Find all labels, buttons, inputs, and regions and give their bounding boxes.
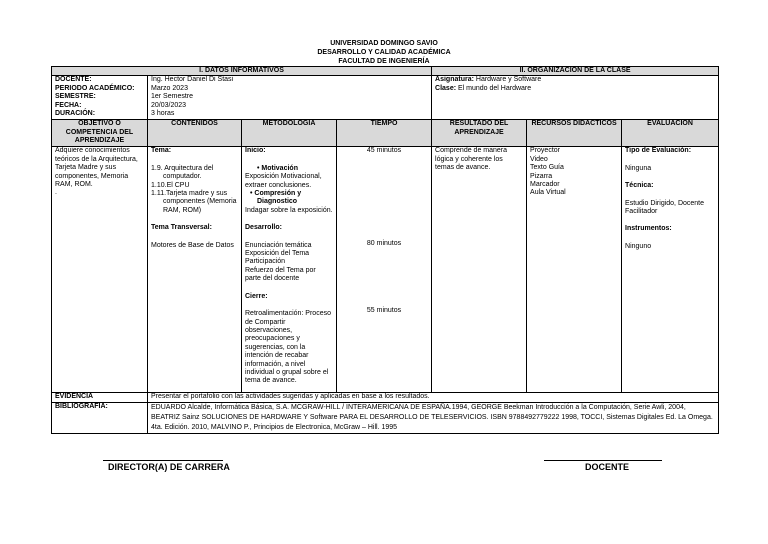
class-plan-table bbox=[51, 66, 719, 434]
col-resultado: RESULTADO DEL APRENDIZAJE bbox=[432, 120, 527, 147]
metodologia-cell: Inicio: • Motivación Exposición Motivacional, extraer conclusiones. • Compresión y Diagnostico Indagar sobre la exposición. Desarrollo: Enunciación temática Exposición del Tema Participación Refuerzo del Tema por parte del docente Cierre: Retroalimentación: Proceso de Compartir observaciones, preocupaciones y sugerencias, con la intención de recabar información, a nivel individual o grupal sobre el tema de avance. bbox=[242, 147, 337, 393]
col-evaluacion: EVALUACIÓN bbox=[622, 120, 719, 147]
tema-item: 1.11.Tarjeta madre y sus componentes (Memoria RAM, ROM) bbox=[151, 190, 237, 214]
col-metodologia: METODOLOGÍA bbox=[242, 120, 337, 147]
semestre-value: 1er Semestre bbox=[151, 93, 194, 101]
col-recursos: RECURSOS DIDÁCTICOS bbox=[527, 120, 622, 147]
resultado-cell: Comprende de manera lógica y coherente los temas de avance. bbox=[432, 147, 527, 393]
docente-signature-label: DOCENTE bbox=[585, 462, 630, 472]
university-name: UNIVERSIDAD DOMINGO SAVIO bbox=[330, 40, 438, 47]
class-info: Asignatura: Hardware y Software Clase: El mundo del Hardware bbox=[432, 76, 719, 120]
col-contenidos: CONTENIDOS bbox=[148, 120, 242, 147]
col-tiempo: TIEMPO bbox=[337, 120, 432, 147]
transversal-value: Motores de Base de Datos bbox=[151, 241, 234, 249]
tema-item: 1.9. Arquitectura del computador. bbox=[151, 164, 214, 181]
director-signature-label: DIRECTOR(A) DE CARRERA bbox=[108, 462, 230, 472]
info-labels: DOCENTE: PERIODO ACADÉMICO: SEMESTRE: FECHA: DURACIÓN: bbox=[52, 76, 148, 120]
section-datos-informativos: I. DATOS INFORMATIVOS bbox=[52, 67, 432, 76]
bibliografia-text: EDUARDO Alcalde, Informática Básica, S.A. MCGRAW-HILL / INTERAMERICANA DE ESPAÑA.1994, GEORGE Beekman Introducción a la Computación, Serie Awli, 2004, BEATRIZ Sainz SOLUCIONES DE HARDWARE Y Software PARA EL DESARROLLO DE TELESERVICIOS. ISBN 9788492779222 1998, TOCCI, Sistemas Digitales Ed. La Omega. 4ta. Edición. 2010, MALVINO P., Principios de Electronica, McGraw – Hill. 1995 bbox=[148, 402, 719, 433]
docente-signature-line bbox=[544, 460, 662, 461]
evidencia-text: Presentar el portafolio con las actividades sugeridas y aplicadas en base a los resultados. bbox=[148, 393, 719, 402]
bibliografia-label: BIBLIOGRAFÍA: bbox=[52, 402, 148, 433]
tiempo-inicio: 45 minutos bbox=[366, 147, 402, 155]
periodo-value: Marzo 2023 bbox=[151, 84, 188, 92]
contenidos-cell: Tema: 1.9. Arquitectura del computador. 1.10.El CPU 1.11.Tarjeta madre y sus componentes (Memoria RAM, ROM) Tema Transversal: Motores de Base de Datos bbox=[148, 147, 242, 393]
info-values bbox=[148, 76, 432, 120]
department-name: DESARROLLO Y CALIDAD ACADÉMICA bbox=[317, 49, 451, 56]
asignatura-value: Hardware y Software bbox=[473, 76, 542, 84]
col-objetivo: OBJETIVO O COMPETENCIA DEL APRENDIZAJE bbox=[52, 120, 148, 147]
clase-value: El mundo del Hardware bbox=[456, 84, 532, 92]
tiempo-cierre: 55 minutos bbox=[366, 307, 402, 315]
faculty-name: FACULTAD DE INGENIERÍA bbox=[338, 58, 430, 65]
objetivo-cell: Adquiere conocimientos teóricos de la Arquitectura, Tarjeta Madre y sus componentes, Memoria RAM, ROM. . bbox=[52, 147, 148, 393]
duracion-value: 3 horas bbox=[151, 110, 175, 118]
evidencia-label: EVIDENCIA bbox=[52, 393, 148, 402]
tiempo-desarrollo: 80 minutos bbox=[366, 239, 402, 247]
fecha-value: 20/03/2023 bbox=[151, 101, 187, 109]
tema-item: 1.10.El CPU bbox=[151, 181, 190, 189]
tiempo-cell bbox=[337, 147, 432, 393]
director-signature-line bbox=[103, 460, 223, 461]
section-organizacion-clase: II. ORGANIZACIÓN DE LA CLASE bbox=[432, 67, 719, 76]
docente-value: Ing. Hector Daniel Di Stasi bbox=[151, 76, 234, 84]
recursos-cell: Proyector Video Texto Guía Pizarra Marcador Aula Virtual bbox=[527, 147, 622, 393]
evaluacion-cell: Tipo de Evaluación: Ninguna Técnica: Estudio Dirigido, Docente Facilitador Instrumentos: Ninguno bbox=[622, 147, 719, 393]
